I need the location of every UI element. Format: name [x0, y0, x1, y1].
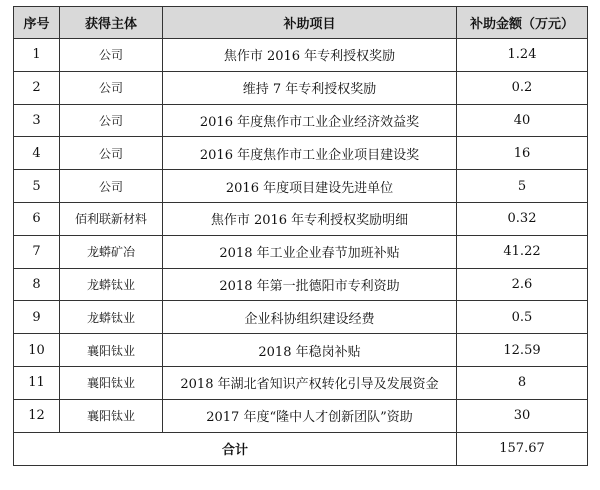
cell-project: 2017 年度“隆中人才创新团队”资助: [163, 399, 457, 432]
cell-subject: 公司: [60, 39, 163, 72]
cell-project: 2018 年稳岗补贴: [163, 334, 457, 367]
cell-amount: 0.2: [457, 71, 588, 104]
cell-subject: 龙蟒钛业: [60, 268, 163, 301]
cell-amount: 2.6: [457, 268, 588, 301]
table-row: [14, 334, 588, 367]
cell-amount: 12.59: [457, 334, 588, 367]
cell-project: 焦作市 2016 年专利授权奖励明细: [163, 202, 457, 235]
cell-amount: 40: [457, 104, 588, 137]
header-amount: 补助金额（万元）: [457, 7, 588, 39]
cell-no: 1: [14, 39, 60, 72]
table-body: [14, 39, 588, 433]
table-row: [14, 104, 588, 137]
cell-subject: 襄阳钛业: [60, 334, 163, 367]
cell-amount: 5: [457, 170, 588, 203]
cell-no: 12: [14, 399, 60, 432]
cell-project: 2018 年工业企业春节加班补贴: [163, 235, 457, 268]
cell-no: 4: [14, 137, 60, 170]
cell-subject: 公司: [60, 137, 163, 170]
table-row: [14, 399, 588, 432]
cell-amount: 30: [457, 399, 588, 432]
cell-no: 7: [14, 235, 60, 268]
header-row: [14, 7, 588, 39]
cell-no: 5: [14, 170, 60, 203]
cell-project: 2016 年度焦作市工业企业经济效益奖: [163, 104, 457, 137]
cell-subject: 襄阳钛业: [60, 399, 163, 432]
table-row: [14, 301, 588, 334]
subsidy-table: [13, 6, 588, 466]
cell-project: 2016 年度项目建设先进单位: [163, 170, 457, 203]
cell-no: 6: [14, 202, 60, 235]
total-value: 157.67: [457, 432, 588, 465]
cell-subject: 龙蟒钛业: [60, 301, 163, 334]
cell-no: 10: [14, 334, 60, 367]
table-header: [14, 7, 588, 39]
cell-project: 2016 年度焦作市工业企业项目建设奖: [163, 137, 457, 170]
cell-no: 11: [14, 366, 60, 399]
cell-amount: 16: [457, 137, 588, 170]
cell-no: 8: [14, 268, 60, 301]
cell-subject: 佰利联新材料: [60, 202, 163, 235]
table-footer: [14, 432, 588, 465]
cell-amount: 1.24: [457, 39, 588, 72]
cell-amount: 41.22: [457, 235, 588, 268]
cell-subject: 襄阳钛业: [60, 366, 163, 399]
table-row: [14, 202, 588, 235]
header-project: 补助项目: [163, 7, 457, 39]
total-row: [14, 432, 588, 465]
cell-project: 2018 年第一批德阳市专利资助: [163, 268, 457, 301]
header-no: 序号: [14, 7, 60, 39]
cell-project: 维持 7 年专利授权奖励: [163, 71, 457, 104]
table-row: [14, 170, 588, 203]
cell-amount: 0.5: [457, 301, 588, 334]
cell-project: 焦作市 2016 年专利授权奖励: [163, 39, 457, 72]
cell-subject: 公司: [60, 170, 163, 203]
cell-amount: 8: [457, 366, 588, 399]
table-row: [14, 366, 588, 399]
table-row: [14, 268, 588, 301]
cell-amount: 0.32: [457, 202, 588, 235]
cell-project: 企业科协组织建设经费: [163, 301, 457, 334]
header-subject: 获得主体: [60, 7, 163, 39]
cell-no: 9: [14, 301, 60, 334]
cell-project: 2018 年湖北省知识产权转化引导及发展资金: [163, 366, 457, 399]
cell-subject: 公司: [60, 71, 163, 104]
cell-subject: 龙蟒矿冶: [60, 235, 163, 268]
table-row: [14, 137, 588, 170]
table-row: [14, 71, 588, 104]
table-row: [14, 235, 588, 268]
total-label: 合计: [14, 432, 457, 465]
table-row: [14, 39, 588, 72]
cell-no: 3: [14, 104, 60, 137]
cell-subject: 公司: [60, 104, 163, 137]
cell-no: 2: [14, 71, 60, 104]
